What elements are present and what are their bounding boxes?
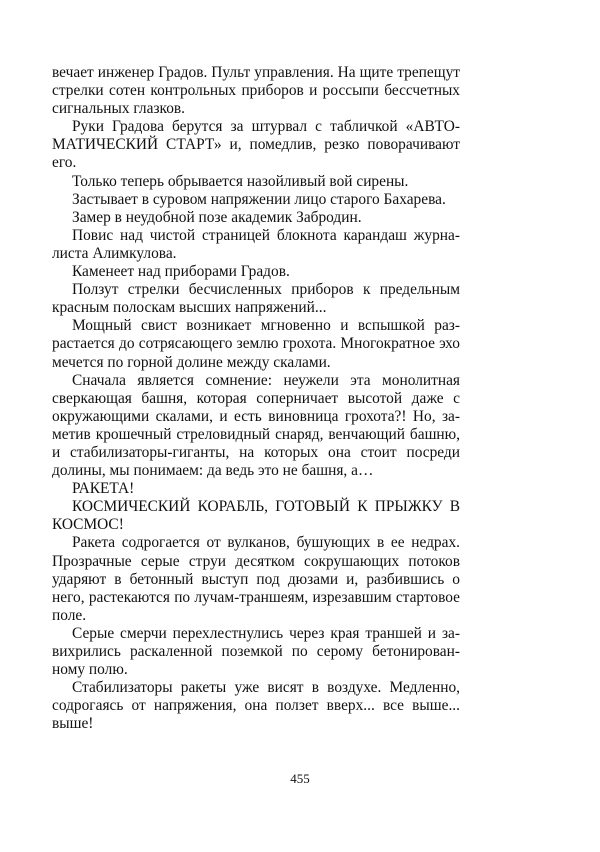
paragraph-continuation: вечает инженер Градов. Пульт управления. На щите трепещут стрелки сотен контрольных приборов и россыпи бессчетных сигнальных глазков. xyxy=(52,64,460,118)
paragraph: Руки Градова берутся за штурвал с табличкой «АВТОМАТИЧЕСКИЙ СТАРТ» и, помедлив, резко поворачивают его. xyxy=(52,118,460,172)
page-number: 455 xyxy=(290,771,310,786)
paragraph: Сначала является сомнение: неужели эта монолитная сверкающая башня, которая соперничает высотой даже с окружающими скалами, и есть виновница грохота?! Но, заметив крошечный стреловидный снаряд, венчающий башню, и стабилизаторы-гиганты, на которых она стоит посреди долины, мы понимаем: да ведь это не башня, а… xyxy=(52,371,460,480)
paragraph-exclamation: РАКЕТА! xyxy=(72,480,135,498)
paragraph: Ракета содрогается от вулканов, бушующих в ее недрах. Прозрачные серые струи десятком сокрушающих потоков ударяют в бетонный выступ под дюзами и, разбившись о него, растекаются по лучам-траншеям, изрезавшим стартовое поле. xyxy=(52,534,460,624)
paragraph: Мощный свист возникает мгновенно и вспышкой разрастается до сотрясающего землю грохота. Многократное эхо мечется по горной долине между скалами. xyxy=(52,317,460,371)
page-body-text xyxy=(52,64,460,733)
paragraph: Только теперь обрывается назойливый вой сирены. xyxy=(72,172,409,190)
paragraph: Повис над чистой страницей блокнота карандаш журналиста Алимкулова. xyxy=(52,226,460,262)
paragraph: Ползут стрелки бесчисленных приборов к предельным красным полоскам высших напряжений... xyxy=(52,281,460,317)
paragraph: Застывает в суровом напряжении лицо старого Бахарева. xyxy=(72,190,446,208)
paragraph: Каменеет над приборами Градов. xyxy=(72,263,290,281)
paragraph-exclamation: КОСМИЧЕСКИЙ КОРАБЛЬ, ГОТОВЫЙ К ПРЫЖКУ В КОСМОС! xyxy=(52,498,460,534)
paragraph: Замер в неудобной позе академик Забродин. xyxy=(72,208,362,226)
paragraph: Стабилизаторы ракеты уже висят в воздухе. Медленно, содрогаясь от напряжения, она ползет вверх... все выше... выше! xyxy=(52,679,460,733)
paragraph: Серые смерчи перехлестнулись через края траншей и завихрились раскаленной поземкой по серому бетонированному полю. xyxy=(52,624,460,679)
